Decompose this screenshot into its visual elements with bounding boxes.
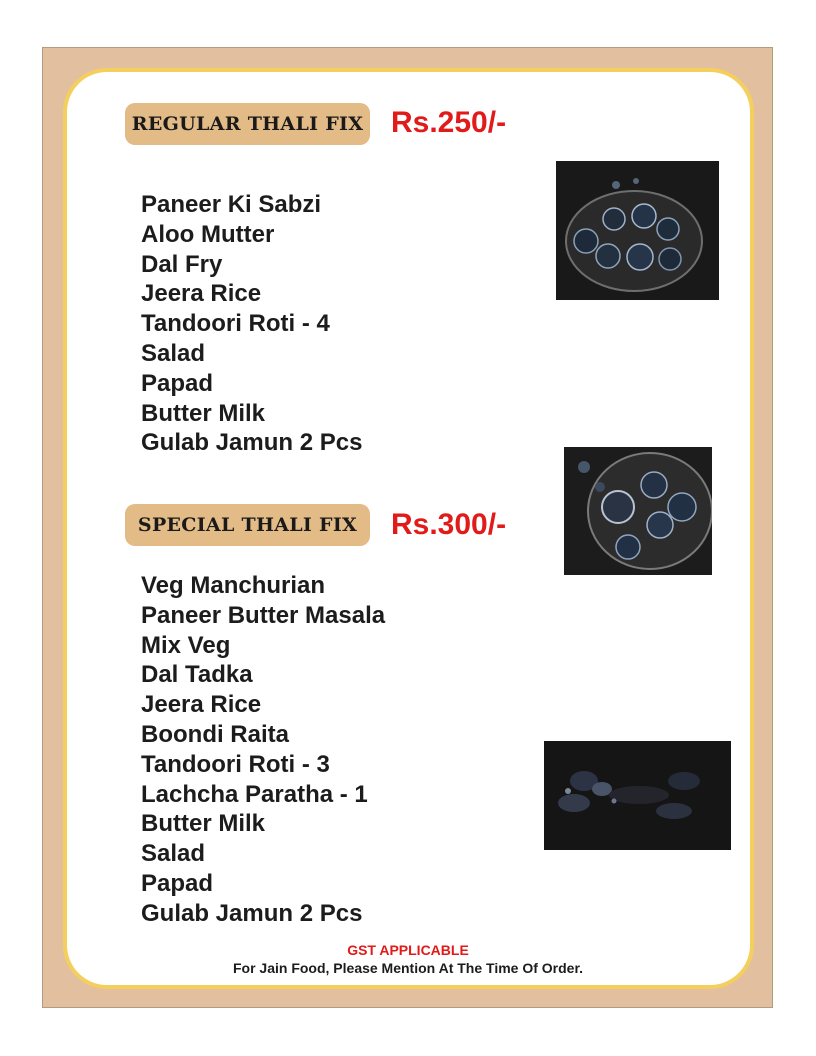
regular-thali-items: [141, 190, 362, 458]
special-thali-price: Rs.300/-: [391, 508, 507, 541]
list-item: Papad: [141, 369, 214, 397]
regular-thali-price: Rs.250/-: [391, 106, 507, 139]
list-item: Dal Fry: [141, 250, 223, 278]
special-thali-photo: [564, 447, 712, 575]
list-item: Butter Milk: [141, 399, 266, 427]
regular-thali-title: REGULAR THALI FIX: [131, 113, 364, 135]
list-item: Veg Manchurian: [141, 572, 326, 599]
list-item: Butter Milk: [141, 810, 266, 838]
list-item: Aloo Mutter: [141, 220, 275, 248]
gst-notice: GST APPLICABLE: [347, 942, 469, 958]
list-item: Gulab Jamun 2 Pcs: [141, 899, 363, 927]
jain-food-note: For Jain Food, Please Mention At The Time Of Order.: [232, 960, 584, 976]
thali-spread-image: [544, 741, 731, 850]
list-item: Lachcha Paratha - 1: [141, 780, 368, 808]
list-item: Tandoori Roti - 4: [141, 310, 330, 338]
list-item: Salad: [141, 339, 206, 367]
list-item: Mix Veg: [141, 631, 231, 659]
list-item: Paneer Butter Masala: [141, 601, 386, 629]
list-item: Dal Tadka: [141, 661, 253, 689]
list-item: Boondi Raita: [141, 720, 289, 748]
regular-thali-title-badge: [125, 103, 370, 145]
list-item: Gulab Jamun 2 Pcs: [141, 429, 363, 457]
thali-plate-image: [556, 161, 719, 300]
list-item: Salad: [141, 840, 206, 868]
thali-spread-photo: [544, 741, 731, 850]
list-item: Jeera Rice: [141, 280, 262, 308]
list-item: Papad: [141, 869, 214, 897]
list-item: Jeera Rice: [141, 691, 262, 719]
regular-thali-photo: [556, 161, 719, 300]
special-thali-items: [141, 571, 385, 929]
list-item: Tandoori Roti - 3: [141, 750, 330, 778]
special-thali-title-badge: [125, 504, 370, 546]
list-item: Paneer Ki Sabzi: [141, 191, 322, 218]
thali-plate-image: [564, 447, 712, 575]
special-thali-title: SPECIAL THALI FIX: [137, 514, 358, 536]
